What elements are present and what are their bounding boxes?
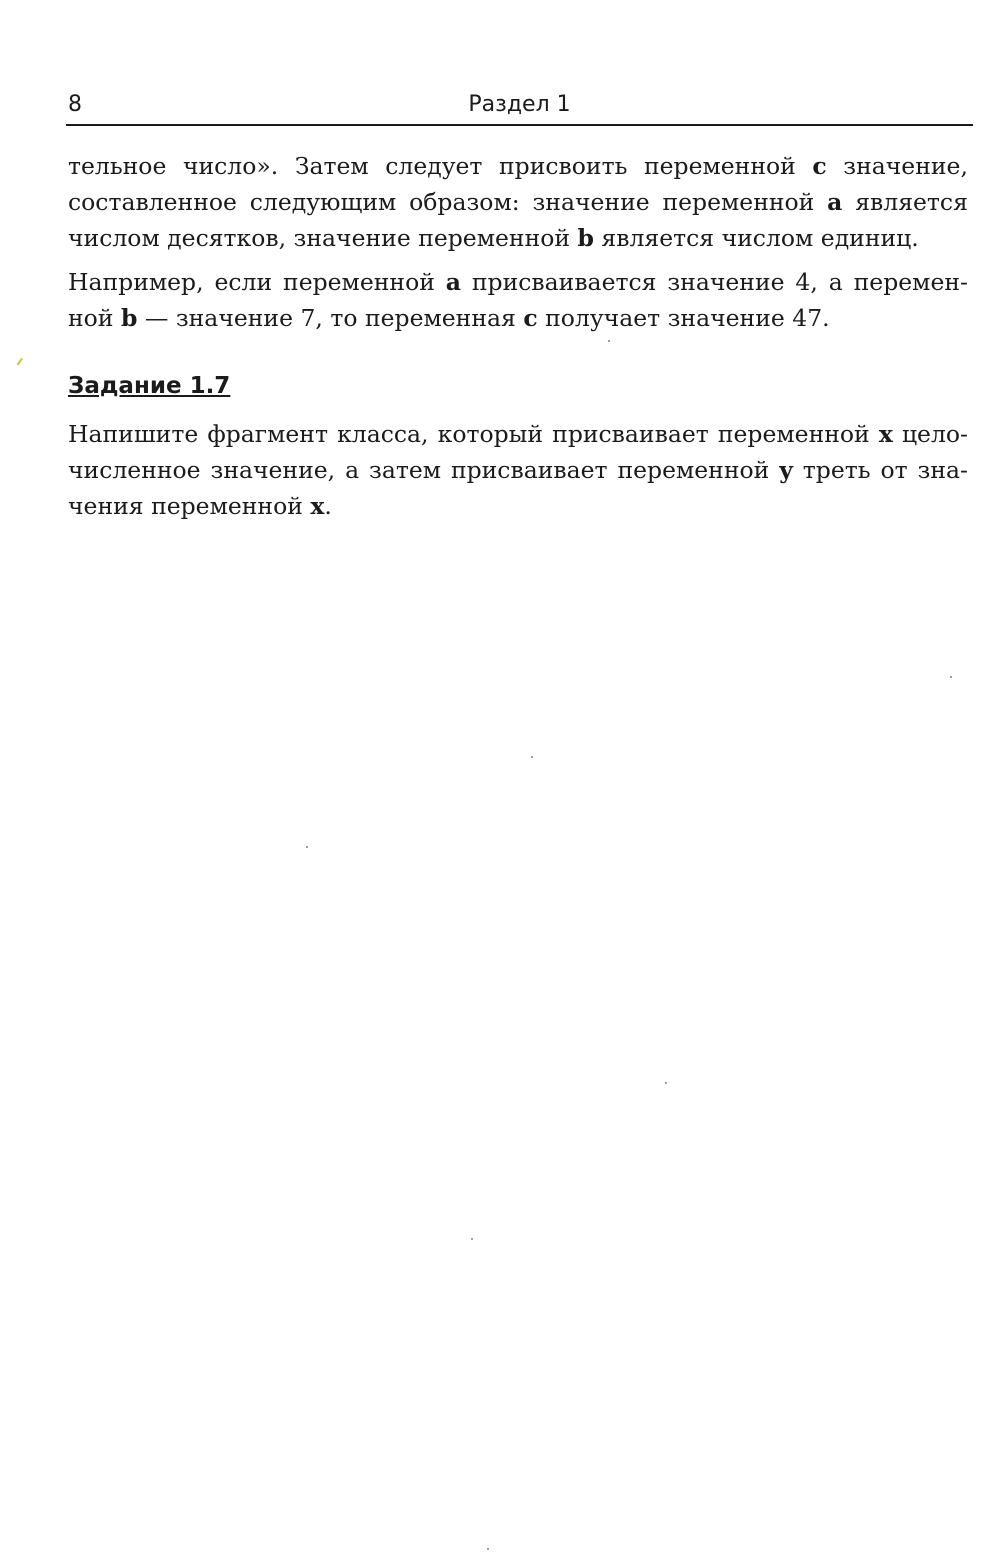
word: фрагмент: [207, 420, 328, 448]
variable-name: x: [878, 420, 893, 448]
word: переменной: [662, 188, 815, 216]
paper-speck: [471, 1238, 473, 1240]
variable-name: a: [827, 188, 843, 216]
word: переменной: [617, 456, 770, 484]
word: который: [437, 420, 544, 448]
word: тельное: [68, 152, 167, 180]
word: численное: [68, 456, 201, 484]
variable-name: c: [812, 152, 827, 180]
word: следует: [385, 152, 483, 180]
paragraph-2: [68, 264, 968, 336]
word: класса,: [337, 420, 429, 448]
variable-name: b: [577, 224, 594, 252]
paper-speck: [950, 676, 952, 678]
task-line-2: [68, 452, 968, 488]
word: переменной: [717, 420, 870, 448]
paper-speck: [608, 340, 610, 342]
word: зна-: [917, 456, 968, 484]
paper-speck: [665, 1082, 667, 1084]
variable-name: a: [445, 268, 461, 296]
text-segment: чения переменной: [68, 492, 311, 520]
page-number: 8: [68, 92, 82, 117]
word: переменной: [643, 152, 796, 180]
text-segment: ной: [68, 304, 121, 332]
word: присваивает: [552, 420, 709, 448]
word: значение: [532, 188, 650, 216]
variable-name: x: [310, 492, 325, 520]
word: следующим: [249, 188, 397, 216]
word: треть: [802, 456, 871, 484]
task-line-3: [68, 488, 968, 524]
page-header: [66, 88, 973, 126]
word: значение,: [210, 456, 336, 484]
task-line-1: [68, 416, 968, 452]
text-segment: .: [324, 492, 332, 520]
word: а: [828, 268, 843, 296]
word: Напишите: [68, 420, 199, 448]
margin-pencil-mark: [17, 358, 30, 370]
variable-name: c: [523, 304, 538, 332]
paper-speck: [306, 846, 308, 848]
word: а: [345, 456, 360, 484]
word: присвоить: [499, 152, 628, 180]
text-segment: числом десятков, значение переменной: [68, 224, 578, 252]
word: значение: [667, 268, 785, 296]
paper-speck: [531, 756, 533, 758]
paragraph-1: [68, 148, 968, 256]
page-content: [68, 148, 968, 532]
word: присваивает: [450, 456, 608, 484]
paragraph-1-line-2: [68, 184, 968, 220]
word: составленное: [68, 188, 237, 216]
paragraph-2-line-1: [68, 264, 968, 300]
word: значение,: [843, 152, 968, 180]
word: если: [214, 268, 273, 296]
text-segment: является числом единиц.: [593, 224, 919, 252]
word: число».: [182, 152, 279, 180]
word: Затем: [294, 152, 369, 180]
paper-speck: [487, 1548, 489, 1550]
task-heading: Задание 1.7: [68, 373, 231, 399]
word: затем: [369, 456, 442, 484]
task-text: [68, 416, 968, 524]
word: является: [855, 188, 968, 216]
word: 4,: [795, 268, 818, 296]
word: образом:: [409, 188, 520, 216]
variable-name: y: [779, 456, 793, 484]
word: переменной: [283, 268, 435, 296]
text-segment: — значение 7, то переменная: [137, 304, 524, 332]
word: цело-: [901, 420, 968, 448]
paragraph-1-line-1: [68, 148, 968, 184]
paragraph-1-line-3: [68, 220, 968, 256]
word: присваивается: [471, 268, 657, 296]
paragraph-2-line-2: [68, 300, 968, 336]
word: от: [880, 456, 908, 484]
word: Например,: [68, 268, 204, 296]
text-segment: получает значение 47.: [537, 304, 830, 332]
variable-name: b: [120, 304, 138, 332]
word: перемен-: [853, 268, 968, 296]
running-head: Раздел 1: [468, 92, 571, 117]
